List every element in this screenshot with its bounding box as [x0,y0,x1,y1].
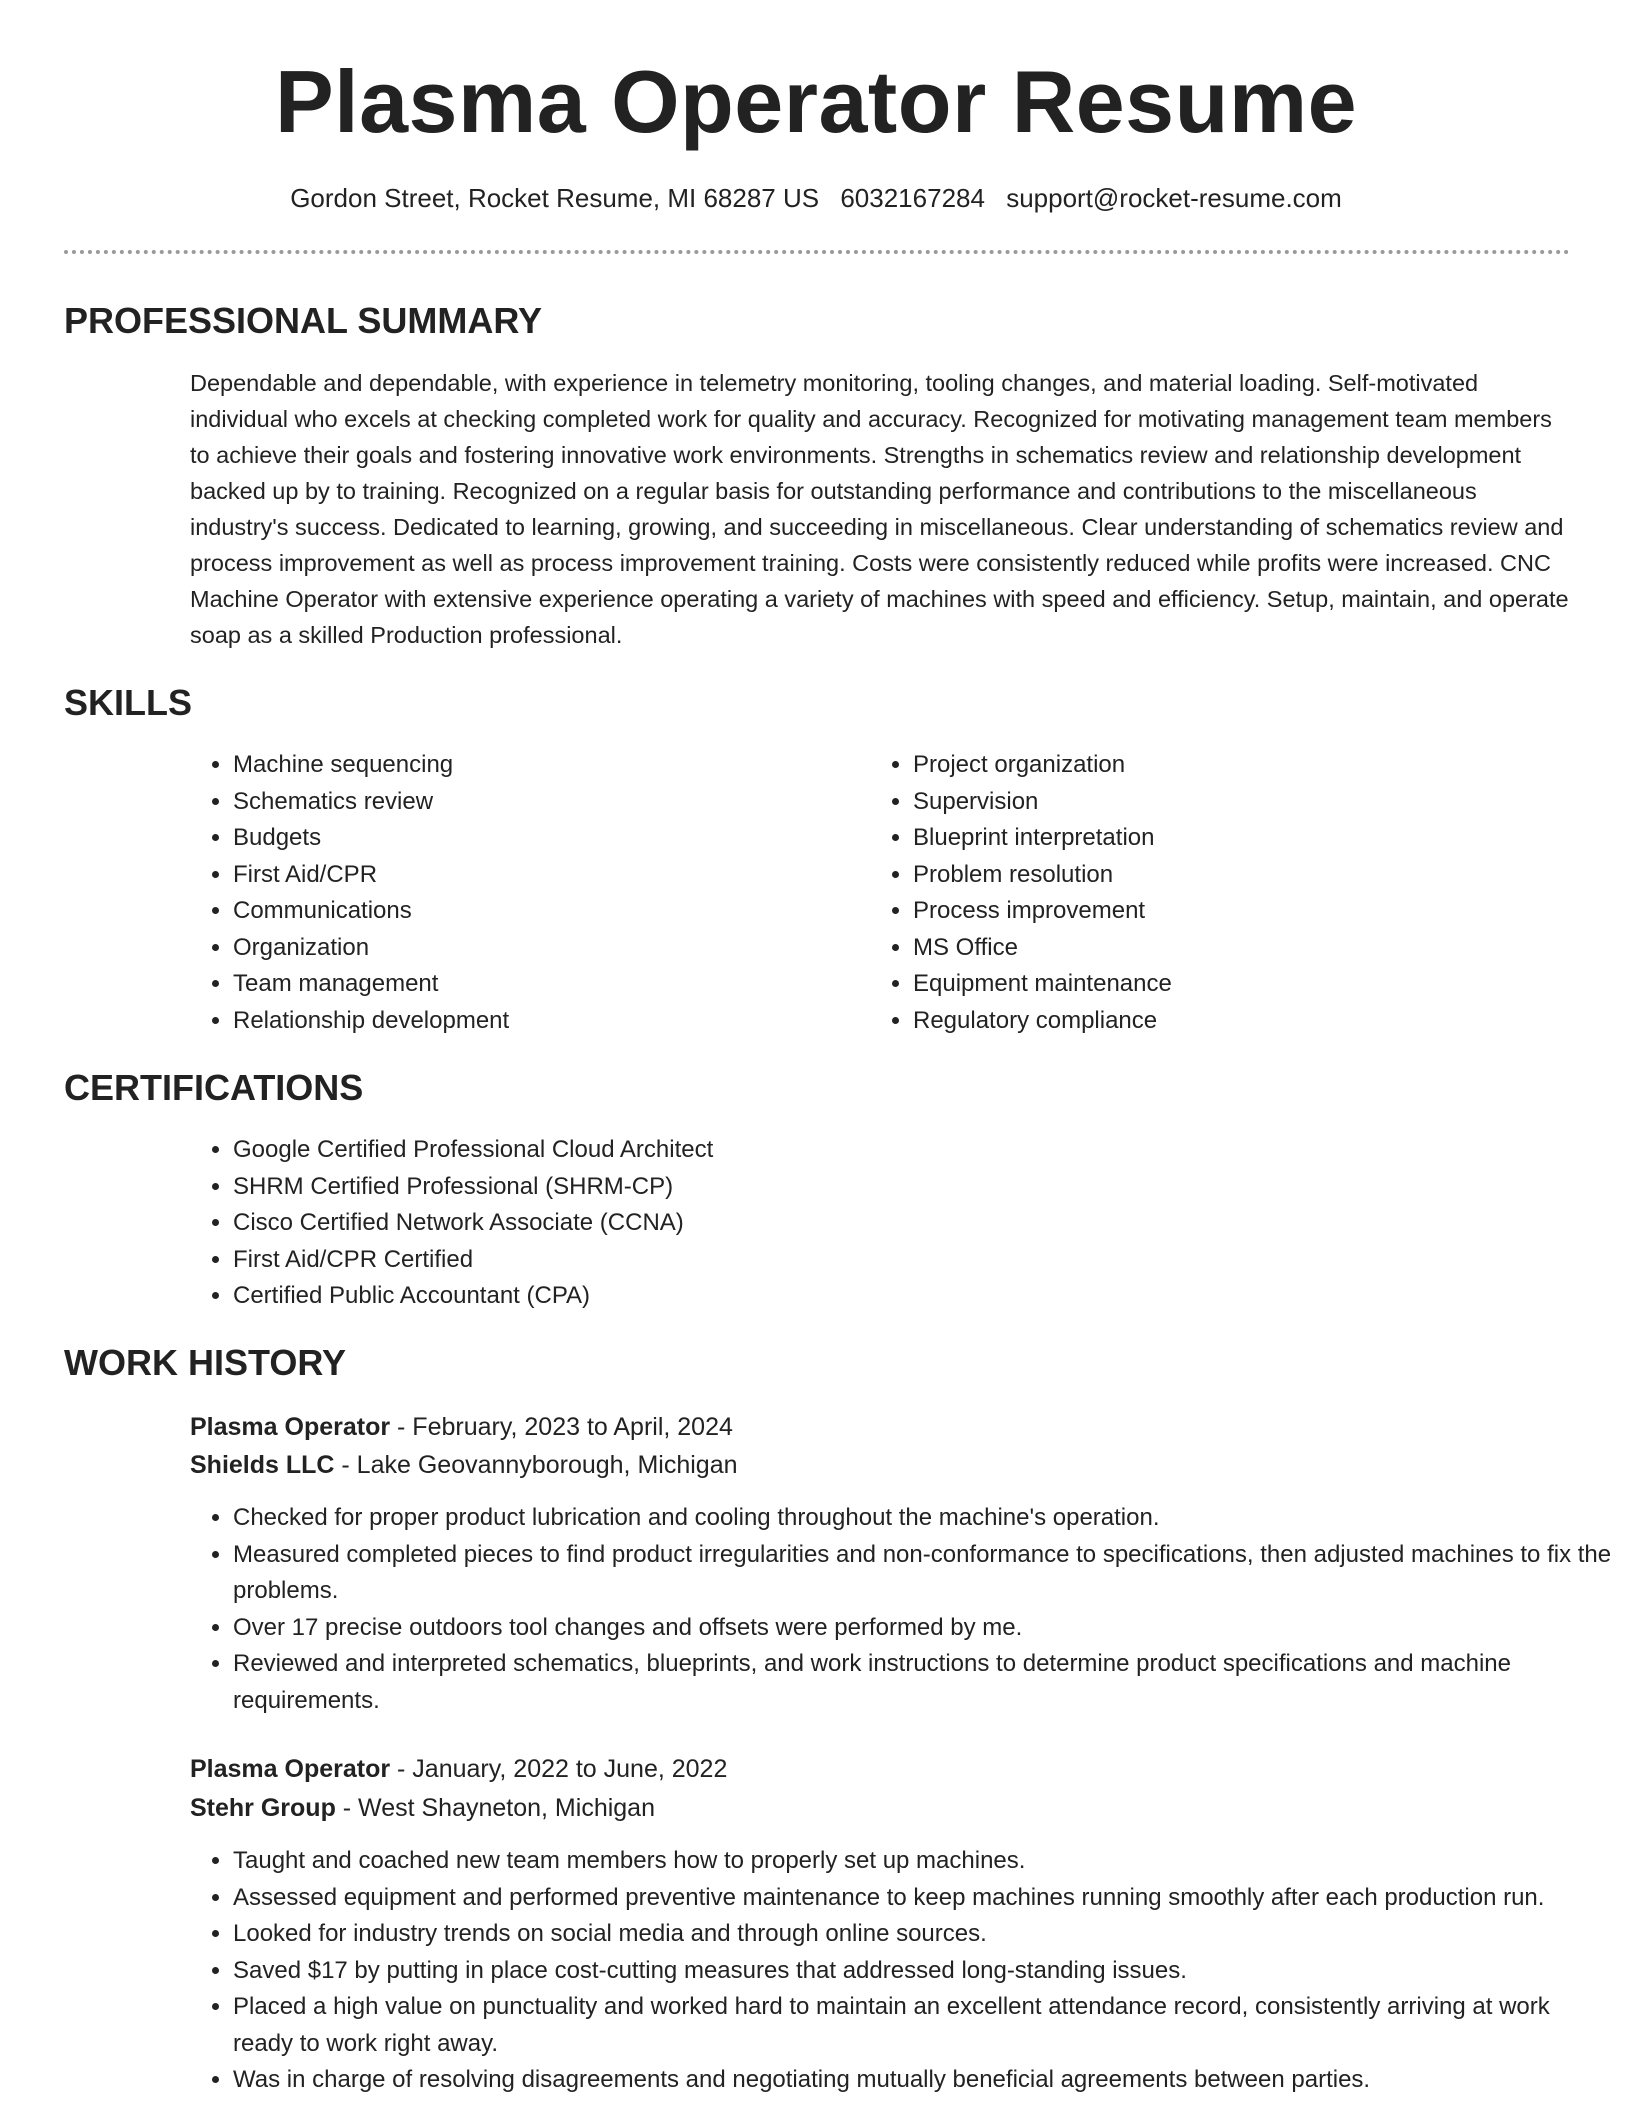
skill-item: • Process improvement [913,893,1553,930]
job-company: Shields LLC [190,1451,335,1479]
job-company-line [190,1789,655,1827]
job-duty-item: • Was in charge of resolving disagreements and negotiating mutually beneficial agreements between parties. [233,2062,1613,2099]
skill-item: • Team management [233,966,873,1003]
summary-text: Dependable and dependable, with experience in telemetry monitoring, tooling changes, and material loading. Self-motivated individual who excels at checking completed work for quality and accuracy. Recognized for motivating management team members to achieve their goals and fostering innovative work environments. Strengths in schematics review and relationship development backed up by to training. Recognized on a regular basis for outstanding performance and contributions to the miscellaneous industry's success. Dedicated to learning, growing, and succeeding in miscellaneous. Clear understanding of schematics review and process improvement as well as process improvement training. Costs were consistently reduced while profits were increased. CNC Machine Operator with extensive experience operating a variety of machines with speed and efficiency. Setup, maintain, and operate soap as a skilled Production professional. [190,370,1569,648]
job-company: Stehr Group [190,1794,336,1822]
skill-item: • Project organization [913,747,1553,784]
resume-title: Plasma Operator Resume [274,52,1358,151]
job-duty-item: • Reviewed and interpreted schematics, blueprints, and work instructions to determine product specifications and machine requirements. [233,1646,1613,1719]
skill-item: • MS Office [913,930,1553,967]
certification-item: • Certified Public Accountant (CPA) [233,1278,1613,1315]
skill-item: • First Aid/CPR [233,857,873,894]
skill-item: • Organization [233,930,873,967]
skills-list-left [190,747,873,1039]
job-duty-item: • Checked for proper product lubrication and cooling throughout the machine's operation. [233,1500,1613,1537]
job-title: Plasma Operator [190,1755,391,1783]
job-location: - West Shayneton, Michigan [335,1794,655,1822]
job-duties-list [190,1843,1613,2099]
job-duty-item: • Looked for industry trends on social media and through online sources. [233,1916,1613,1953]
certification-item: • Google Certified Professional Cloud Architect [233,1132,1613,1169]
contact-line [0,180,1632,216]
job-title-line [190,1408,733,1446]
job-dates: - February, 2023 to April, 2024 [390,1413,733,1441]
job-duty-item: • Over 17 precise outdoors tool changes and offsets were performed by me. [233,1610,1613,1647]
skill-item: • Problem resolution [913,857,1553,894]
job-title: Plasma Operator [190,1413,391,1441]
skill-item: • Communications [233,893,873,930]
skill-item: • Blueprint interpretation [913,820,1553,857]
contact-phone: 6032167284 [840,183,985,213]
certification-item: • First Aid/CPR Certified [233,1242,1613,1279]
summary-heading: PROFESSIONAL SUMMARY [64,300,543,341]
skills-heading: SKILLS [64,682,193,723]
skills-list-right [870,747,1553,1039]
job-duties-list [190,1500,1613,1719]
job-dates: - January, 2022 to June, 2022 [390,1755,728,1783]
work-history-heading: WORK HISTORY [64,1342,347,1383]
skill-item: • Regulatory compliance [913,1003,1553,1040]
job-duty-item: • Assessed equipment and performed preventive maintenance to keep machines running smoothly after each production run. [233,1880,1613,1917]
job-company-line [190,1446,738,1484]
skill-item: • Relationship development [233,1003,873,1040]
job-duty-item: • Saved $17 by putting in place cost-cutting measures that addressed long-standing issues. [233,1953,1613,1990]
contact-email: support@rocket-resume.com [1006,183,1342,213]
job-location: - Lake Geovannyborough, Michigan [334,1451,738,1479]
job-duty-item: • Measured completed pieces to find product irregularities and non-conformance to specifications, then adjusted machines to fix the problems. [233,1537,1613,1610]
header-divider [64,250,1570,254]
certification-item: • Cisco Certified Network Associate (CCNA) [233,1205,1613,1242]
job-title-line [190,1750,727,1788]
job-duty-item: • Taught and coached new team members how to properly set up machines. [233,1843,1613,1880]
skill-item: • Machine sequencing [233,747,873,784]
certifications-list [190,1132,1613,1315]
contact-address: Gordon Street, Rocket Resume, MI 68287 US [290,183,820,213]
job-duty-item: • Placed a high value on punctuality and worked hard to maintain an excellent attendance record, consistently arriving at work ready to work right away. [233,1989,1613,2062]
skill-item: • Supervision [913,784,1553,821]
certifications-heading: CERTIFICATIONS [64,1067,364,1108]
skill-item: • Equipment maintenance [913,966,1553,1003]
skill-item: • Budgets [233,820,873,857]
skill-item: • Schematics review [233,784,873,821]
certification-item: • SHRM Certified Professional (SHRM-CP) [233,1169,1613,1206]
